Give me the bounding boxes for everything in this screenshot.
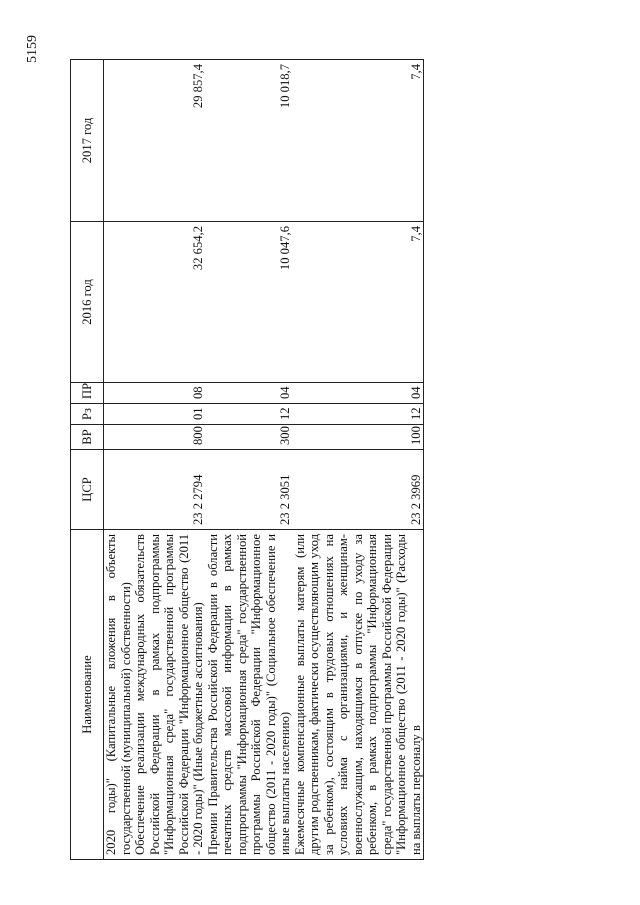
table-row [133,60,206,860]
row-2017: 7,4 [293,60,424,222]
table-body [104,60,424,860]
row-vr: 300 [206,425,293,450]
row-pr: 04 [293,383,424,404]
row-2017: 10 018,7 [206,60,293,222]
row-pr: 08 [133,383,206,404]
page-number: 5159 [25,35,40,63]
header-csr: ЦСР [71,450,104,530]
table-row [104,60,134,860]
row-rz: 12 [293,404,424,425]
row-2017 [104,60,134,222]
row-vr: 100 [293,425,424,450]
row-csr: 23 2 3051 [206,450,293,530]
row-2016: 7,4 [293,222,424,383]
row-name: Премии Правительства Российской Федерации в области печатных средств массовой информации в рамках подпрограммы "Информационная среда" государственной программы Российской Федерации "Информационное общество (2011 - 2020 годы)" (Социальное обеспечение и иные выплаты населению) [206,530,293,860]
row-rz [104,404,134,425]
row-rz: 12 [206,404,293,425]
row-vr [104,425,134,450]
table-row [206,60,293,860]
row-pr: 04 [206,383,293,404]
header-2017: 2017 год [71,60,104,222]
row-name: Ежемесячные компенсационные выплаты матерям (или другим родственникам, фактически осуществляющим уход за ребенком), состоящим в трудовых отношениях на условиях найма с организациями, и женщинам-военнослужащим, находящимся в отпуске по уходу за ребенком, в рамках подпрограммы "Информационная среда" государственной программы Российской Федерации "Информационное общество (2011 - 2020 годы)" (Расходы на выплаты персоналу в [293,530,424,860]
header-2016: 2016 год [71,222,104,383]
row-name: Обеспечение реализации международных обязательств Российской Федерации в рамках подпрограммы "Информационная среда" государственной программы Российской Федерации "Информационное общество (2011 - 2020 годы)" (Иные бюджетные ассигнования) [133,530,206,860]
row-csr [104,450,134,530]
header-row [71,60,104,860]
row-2016: 10 047,6 [206,222,293,383]
table-row [293,60,424,860]
row-csr: 23 2 3969 [293,450,424,530]
row-2016 [104,222,134,383]
row-name: 2020 годы)" (Капитальные вложения в объекты государственной (муниципальной) собственности) [104,530,134,860]
row-rz: 01 [133,404,206,425]
row-2016: 32 654,2 [133,222,206,383]
header-vr: ВР [71,425,104,450]
header-name: Наименование [71,530,104,860]
header-pr: ПР [71,383,104,404]
budget-table [70,59,424,860]
table-header [71,60,104,860]
row-vr: 800 [133,425,206,450]
row-pr [104,383,134,404]
rotated-content [25,35,610,860]
row-2017: 29 857,4 [133,60,206,222]
row-csr: 23 2 2794 [133,450,206,530]
header-rz: Рз [71,404,104,425]
